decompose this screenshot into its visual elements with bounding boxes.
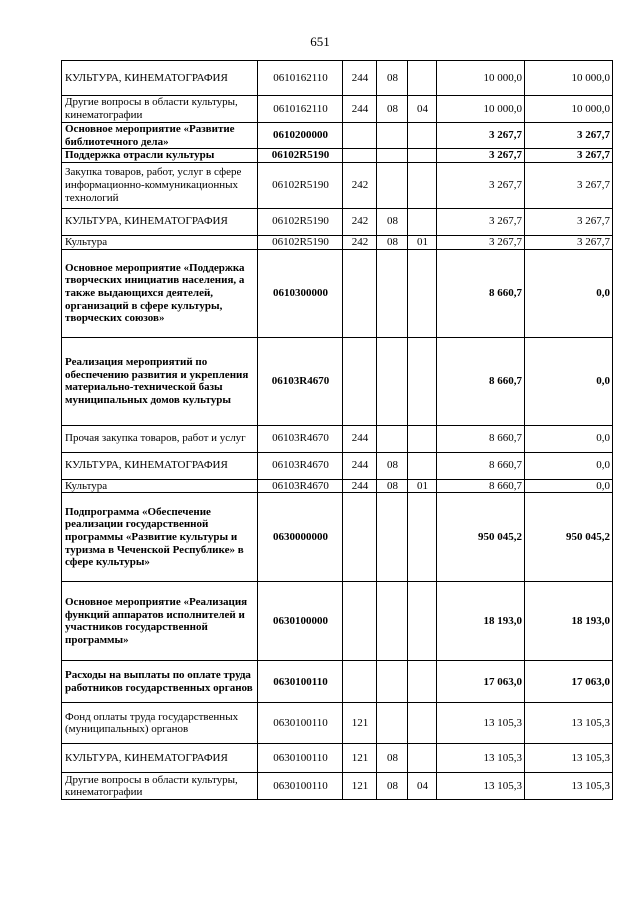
row-subsection-cell <box>408 493 437 582</box>
row-section-cell <box>377 249 408 337</box>
row-expense-type-cell: 242 <box>343 208 377 235</box>
row-expense-type-cell: 244 <box>343 61 377 96</box>
row-subsection-cell <box>408 149 437 163</box>
row-amount-2-cell: 0,0 <box>525 479 613 493</box>
row-section-cell: 08 <box>377 744 408 773</box>
row-amount-2-cell: 3 267,7 <box>525 208 613 235</box>
row-subsection-cell <box>408 582 437 661</box>
row-name-cell: Фонд оплаты труда государственных (муниципальных) органов <box>62 703 258 744</box>
row-expense-type-cell <box>343 493 377 582</box>
row-subsection-cell <box>408 703 437 744</box>
row-name-cell: Подпрограмма «Обеспечение реализации государственной программы «Развитие культуры и туризма в Чеченской Республике» в сфере культуры» <box>62 493 258 582</box>
table-row <box>62 773 613 800</box>
row-code-cell: 06102R5190 <box>258 208 343 235</box>
table-row <box>62 208 613 235</box>
table-row <box>62 452 613 479</box>
row-expense-type-cell: 244 <box>343 479 377 493</box>
row-amount-2-cell: 10 000,0 <box>525 96 613 123</box>
row-code-cell: 0630100110 <box>258 661 343 703</box>
table-row <box>62 425 613 452</box>
row-amount-1-cell: 3 267,7 <box>437 162 525 208</box>
row-section-cell <box>377 123 408 149</box>
table-row <box>62 337 613 425</box>
row-name-cell: Реализация мероприятий по обеспечению развития и укрепления материально-технической базы муниципальных домов культуры <box>62 337 258 425</box>
row-expense-type-cell <box>343 337 377 425</box>
row-amount-1-cell: 8 660,7 <box>437 249 525 337</box>
row-expense-type-cell: 121 <box>343 773 377 800</box>
row-amount-1-cell: 3 267,7 <box>437 149 525 163</box>
row-amount-2-cell: 0,0 <box>525 452 613 479</box>
row-amount-2-cell: 3 267,7 <box>525 162 613 208</box>
table-row <box>62 661 613 703</box>
row-code-cell: 06102R5190 <box>258 149 343 163</box>
row-subsection-cell <box>408 61 437 96</box>
row-expense-type-cell: 121 <box>343 703 377 744</box>
row-amount-1-cell: 8 660,7 <box>437 452 525 479</box>
row-subsection-cell <box>408 249 437 337</box>
row-code-cell: 06103R4670 <box>258 337 343 425</box>
row-subsection-cell <box>408 162 437 208</box>
row-code-cell: 06102R5190 <box>258 162 343 208</box>
row-amount-2-cell: 13 105,3 <box>525 744 613 773</box>
row-code-cell: 0630100110 <box>258 773 343 800</box>
budget-table <box>61 60 613 800</box>
row-section-cell <box>377 149 408 163</box>
row-section-cell <box>377 337 408 425</box>
row-name-cell: Другие вопросы в области культуры, кинематографии <box>62 773 258 800</box>
row-amount-1-cell: 10 000,0 <box>437 61 525 96</box>
table-row <box>62 123 613 149</box>
row-section-cell <box>377 661 408 703</box>
row-section-cell: 08 <box>377 773 408 800</box>
row-section-cell: 08 <box>377 452 408 479</box>
row-amount-1-cell: 10 000,0 <box>437 96 525 123</box>
table-row <box>62 149 613 163</box>
row-amount-1-cell: 13 105,3 <box>437 744 525 773</box>
table-row <box>62 582 613 661</box>
table-row <box>62 479 613 493</box>
row-section-cell: 08 <box>377 479 408 493</box>
row-name-cell: КУЛЬТУРА, КИНЕМАТОГРАФИЯ <box>62 61 258 96</box>
row-amount-1-cell: 17 063,0 <box>437 661 525 703</box>
row-name-cell: КУЛЬТУРА, КИНЕМАТОГРАФИЯ <box>62 744 258 773</box>
row-amount-1-cell: 3 267,7 <box>437 208 525 235</box>
row-expense-type-cell: 244 <box>343 425 377 452</box>
row-subsection-cell <box>408 661 437 703</box>
row-name-cell: Основное мероприятие «Развитие библиотечного дела» <box>62 123 258 149</box>
row-amount-2-cell: 18 193,0 <box>525 582 613 661</box>
row-expense-type-cell: 242 <box>343 162 377 208</box>
row-amount-2-cell: 0,0 <box>525 337 613 425</box>
row-amount-2-cell: 13 105,3 <box>525 703 613 744</box>
row-code-cell: 0630000000 <box>258 493 343 582</box>
row-amount-2-cell: 3 267,7 <box>525 149 613 163</box>
table-row <box>62 96 613 123</box>
row-amount-2-cell: 950 045,2 <box>525 493 613 582</box>
row-name-cell: КУЛЬТУРА, КИНЕМАТОГРАФИЯ <box>62 208 258 235</box>
row-amount-2-cell: 3 267,7 <box>525 123 613 149</box>
row-code-cell: 06103R4670 <box>258 479 343 493</box>
row-code-cell: 06102R5190 <box>258 235 343 249</box>
page-number: 651 <box>310 34 330 49</box>
row-section-cell <box>377 425 408 452</box>
row-name-cell: Культура <box>62 479 258 493</box>
row-section-cell <box>377 493 408 582</box>
row-subsection-cell <box>408 208 437 235</box>
row-expense-type-cell: 242 <box>343 235 377 249</box>
row-name-cell: Закупка товаров, работ, услуг в сфере информационно-коммуникационных технологий <box>62 162 258 208</box>
row-amount-2-cell: 17 063,0 <box>525 661 613 703</box>
row-amount-2-cell: 3 267,7 <box>525 235 613 249</box>
row-code-cell: 06103R4670 <box>258 452 343 479</box>
table-row <box>62 162 613 208</box>
row-subsection-cell <box>408 337 437 425</box>
row-subsection-cell: 01 <box>408 479 437 493</box>
row-amount-2-cell: 13 105,3 <box>525 773 613 800</box>
table-row <box>62 703 613 744</box>
row-amount-2-cell: 0,0 <box>525 425 613 452</box>
table-row <box>62 493 613 582</box>
row-name-cell: Основное мероприятие «Поддержка творческих инициатив населения, а также выдающихся деятелей, организаций в сфере культуры, творческих союзов» <box>62 249 258 337</box>
row-expense-type-cell: 244 <box>343 452 377 479</box>
row-amount-1-cell: 8 660,7 <box>437 425 525 452</box>
row-name-cell: Прочая закупка товаров, работ и услуг <box>62 425 258 452</box>
row-name-cell: Поддержка отрасли культуры <box>62 149 258 163</box>
row-name-cell: Основное мероприятие «Реализация функций аппаратов исполнителей и участников государственной программы» <box>62 582 258 661</box>
row-expense-type-cell <box>343 582 377 661</box>
row-subsection-cell: 01 <box>408 235 437 249</box>
row-code-cell: 0610162110 <box>258 61 343 96</box>
row-subsection-cell <box>408 123 437 149</box>
row-amount-2-cell: 10 000,0 <box>525 61 613 96</box>
row-subsection-cell <box>408 452 437 479</box>
row-expense-type-cell: 121 <box>343 744 377 773</box>
row-amount-1-cell: 18 193,0 <box>437 582 525 661</box>
row-section-cell <box>377 703 408 744</box>
row-section-cell: 08 <box>377 96 408 123</box>
row-code-cell: 0610162110 <box>258 96 343 123</box>
row-amount-1-cell: 3 267,7 <box>437 235 525 249</box>
row-section-cell: 08 <box>377 208 408 235</box>
row-amount-1-cell: 8 660,7 <box>437 479 525 493</box>
row-expense-type-cell <box>343 123 377 149</box>
row-code-cell: 06103R4670 <box>258 425 343 452</box>
row-subsection-cell <box>408 744 437 773</box>
table-row <box>62 61 613 96</box>
row-expense-type-cell <box>343 249 377 337</box>
row-section-cell: 08 <box>377 61 408 96</box>
row-name-cell: Культура <box>62 235 258 249</box>
row-subsection-cell <box>408 425 437 452</box>
row-amount-2-cell: 0,0 <box>525 249 613 337</box>
row-section-cell <box>377 162 408 208</box>
row-amount-1-cell: 3 267,7 <box>437 123 525 149</box>
row-subsection-cell: 04 <box>408 96 437 123</box>
row-amount-1-cell: 950 045,2 <box>437 493 525 582</box>
row-code-cell: 0610300000 <box>258 249 343 337</box>
row-name-cell: Расходы на выплаты по оплате труда работников государственных органов <box>62 661 258 703</box>
row-code-cell: 0610200000 <box>258 123 343 149</box>
row-expense-type-cell <box>343 149 377 163</box>
row-code-cell: 0630100110 <box>258 744 343 773</box>
table-row <box>62 744 613 773</box>
row-section-cell: 08 <box>377 235 408 249</box>
row-expense-type-cell: 244 <box>343 96 377 123</box>
row-amount-1-cell: 13 105,3 <box>437 773 525 800</box>
row-amount-1-cell: 8 660,7 <box>437 337 525 425</box>
row-name-cell: КУЛЬТУРА, КИНЕМАТОГРАФИЯ <box>62 452 258 479</box>
row-section-cell <box>377 582 408 661</box>
row-subsection-cell: 04 <box>408 773 437 800</box>
row-code-cell: 0630100110 <box>258 703 343 744</box>
row-amount-1-cell: 13 105,3 <box>437 703 525 744</box>
row-name-cell: Другие вопросы в области культуры, кинематографии <box>62 96 258 123</box>
table-row <box>62 249 613 337</box>
table-row <box>62 235 613 249</box>
row-expense-type-cell <box>343 661 377 703</box>
row-code-cell: 0630100000 <box>258 582 343 661</box>
